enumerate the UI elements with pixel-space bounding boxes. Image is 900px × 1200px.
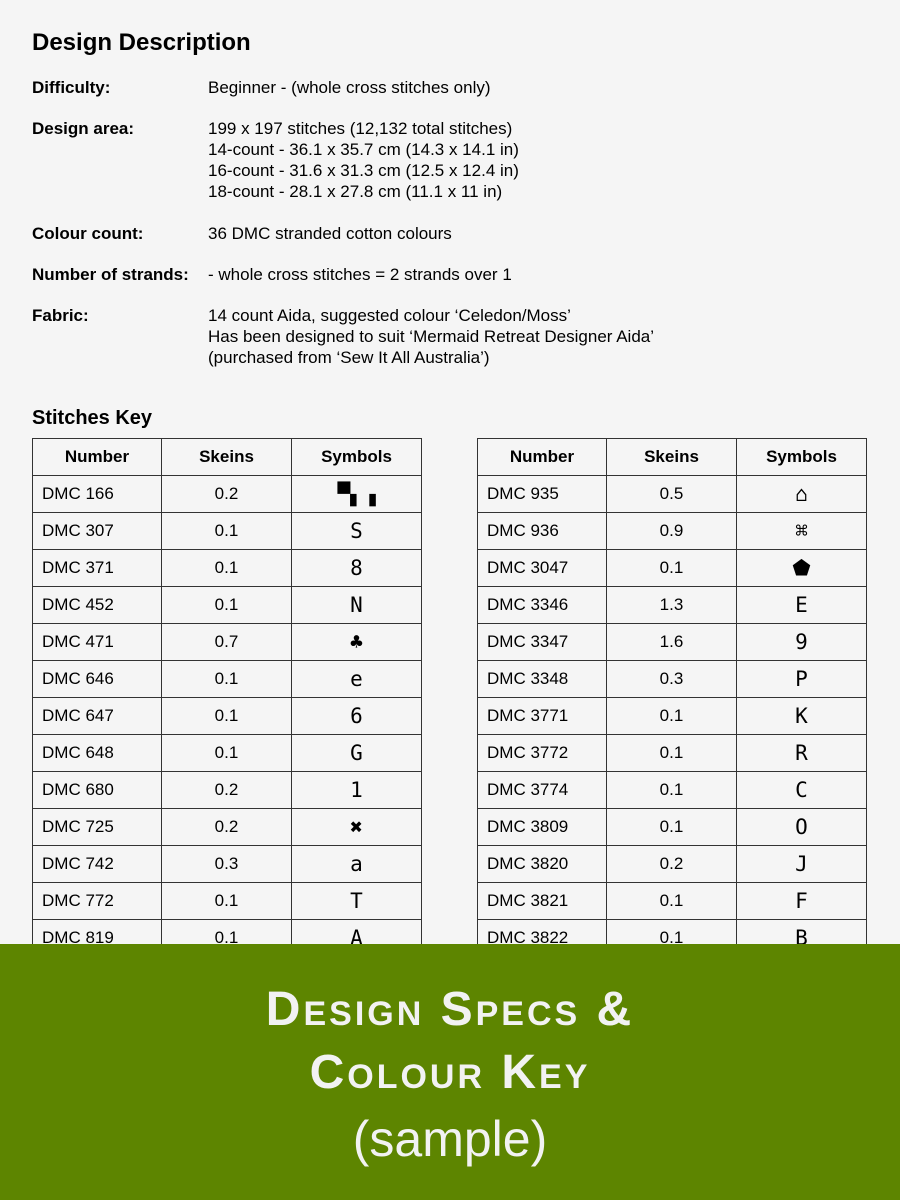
difficulty-value: Beginner - (whole cross stitches only)	[208, 78, 491, 97]
symbol-cell: E	[737, 587, 867, 624]
table-row	[478, 476, 867, 513]
symbol-cell: ⌘	[737, 513, 867, 550]
table-row	[33, 587, 422, 624]
dmc-number-cell: DMC 936	[478, 513, 607, 550]
symbol-cell: 8	[292, 550, 422, 587]
symbol-cell: R	[737, 735, 867, 772]
header-skeins: Skeins	[162, 439, 292, 476]
skeins-cell: 0.2	[162, 772, 292, 809]
fabric-line: 14 count Aida, suggested colour ‘Celedon/Moss’	[208, 306, 571, 325]
colour-count-value: 36 DMC stranded cotton colours	[208, 224, 452, 243]
design-area-line: 199 x 197 stitches (12,132 total stitches)	[208, 119, 513, 138]
symbol-cell: S	[292, 513, 422, 550]
design-area-value	[208, 118, 519, 202]
fabric-line: Has been designed to suit ‘Mermaid Retreat Designer Aida’	[208, 327, 655, 346]
skeins-cell: 0.1	[162, 698, 292, 735]
symbol-cell: ✖	[292, 809, 422, 846]
strands-value: - whole cross stitches = 2 strands over 1	[208, 265, 512, 284]
table-row	[33, 661, 422, 698]
symbol-cell: 9	[737, 624, 867, 661]
table-row	[33, 624, 422, 661]
header-skeins: Skeins	[607, 439, 737, 476]
stitches-key-table-left	[32, 438, 422, 944]
table-row	[478, 513, 867, 550]
table-row	[478, 624, 867, 661]
skeins-cell: 0.1	[607, 809, 737, 846]
symbol-cell: 6	[292, 698, 422, 735]
table-row	[33, 476, 422, 513]
dmc-number-cell: DMC 647	[33, 698, 162, 735]
table-row	[478, 846, 867, 883]
fabric-value	[208, 305, 654, 368]
skeins-cell: 0.1	[607, 920, 737, 945]
table-row	[478, 550, 867, 587]
symbol-cell: 1	[292, 772, 422, 809]
skeins-cell: 0.1	[162, 661, 292, 698]
symbol-cell: O	[737, 809, 867, 846]
table-header-row	[33, 439, 422, 476]
table-row	[33, 735, 422, 772]
dmc-number-cell: DMC 935	[478, 476, 607, 513]
table-row	[478, 587, 867, 624]
symbol-cell: ⌂	[737, 476, 867, 513]
table-row	[33, 809, 422, 846]
table-row	[33, 513, 422, 550]
colour-count-label: Colour count:	[32, 224, 144, 243]
difficulty-label: Difficulty:	[32, 78, 111, 97]
dmc-number-cell: DMC 725	[33, 809, 162, 846]
skeins-cell: 0.2	[162, 809, 292, 846]
design-area-label: Design area:	[32, 119, 135, 138]
stitches-key-title: Stitches Key	[32, 407, 153, 429]
skeins-cell: 0.3	[162, 846, 292, 883]
dmc-number-cell: DMC 3820	[478, 846, 607, 883]
dmc-number-cell: DMC 742	[33, 846, 162, 883]
dmc-number-cell: DMC 3809	[478, 809, 607, 846]
table-row	[33, 846, 422, 883]
skeins-cell: 0.7	[162, 624, 292, 661]
header-number: Number	[33, 439, 162, 476]
design-area-line: 16-count - 31.6 x 31.3 cm (12.5 x 12.4 in)	[208, 161, 519, 180]
table-row	[478, 809, 867, 846]
skeins-cell: 0.2	[607, 846, 737, 883]
symbol-cell: K	[737, 698, 867, 735]
table-row	[478, 883, 867, 920]
table-row	[478, 920, 867, 945]
design-area-line: 14-count - 36.1 x 35.7 cm (14.3 x 14.1 in)	[208, 140, 519, 159]
skeins-cell: 0.1	[162, 587, 292, 624]
banner-title-line-1: Design Specs &	[265, 983, 635, 1036]
dmc-number-cell: DMC 471	[33, 624, 162, 661]
dmc-number-cell: DMC 3346	[478, 587, 607, 624]
skeins-cell: 0.1	[607, 698, 737, 735]
dmc-number-cell: DMC 3821	[478, 883, 607, 920]
skeins-cell: 0.3	[607, 661, 737, 698]
table-row	[33, 772, 422, 809]
symbol-cell: F	[737, 883, 867, 920]
dmc-number-cell: DMC 3771	[478, 698, 607, 735]
skeins-cell: 0.1	[607, 772, 737, 809]
stitches-key-table-right	[477, 438, 867, 944]
table-row	[478, 698, 867, 735]
header-symbols: Symbols	[292, 439, 422, 476]
dmc-number-cell: DMC 648	[33, 735, 162, 772]
title-banner	[0, 944, 900, 1200]
page-title: Design Description	[32, 29, 251, 56]
table-row	[33, 883, 422, 920]
banner-subtitle: (sample)	[352, 1111, 548, 1167]
dmc-number-cell: DMC 307	[33, 513, 162, 550]
fabric-line: (purchased from ‘Sew It All Australia’)	[208, 348, 490, 367]
table-row	[33, 920, 422, 945]
table-row	[478, 661, 867, 698]
dmc-number-cell: DMC 819	[33, 920, 162, 945]
symbol-cell: ⬟	[737, 550, 867, 587]
symbol-cell: e	[292, 661, 422, 698]
skeins-cell: 0.1	[162, 550, 292, 587]
skeins-cell: 0.1	[162, 920, 292, 945]
skeins-cell: 0.1	[607, 550, 737, 587]
fabric-label: Fabric:	[32, 306, 89, 325]
dmc-number-cell: DMC 3774	[478, 772, 607, 809]
dmc-number-cell: DMC 452	[33, 587, 162, 624]
dmc-number-cell: DMC 3347	[478, 624, 607, 661]
table-row	[33, 550, 422, 587]
dmc-number-cell: DMC 646	[33, 661, 162, 698]
dmc-number-cell: DMC 680	[33, 772, 162, 809]
dmc-number-cell: DMC 3822	[478, 920, 607, 945]
skeins-cell: 0.1	[162, 735, 292, 772]
symbol-cell: B	[737, 920, 867, 945]
symbol-cell: T	[292, 883, 422, 920]
skeins-cell: 0.1	[607, 883, 737, 920]
dmc-number-cell: DMC 3047	[478, 550, 607, 587]
table-row	[33, 698, 422, 735]
table-row	[478, 772, 867, 809]
skeins-cell: 0.1	[162, 883, 292, 920]
skeins-cell: 0.9	[607, 513, 737, 550]
skeins-cell: 0.1	[607, 735, 737, 772]
skeins-cell: 0.1	[162, 513, 292, 550]
strands-label: Number of strands:	[32, 265, 189, 284]
symbol-cell: N	[292, 587, 422, 624]
skeins-cell: 0.5	[607, 476, 737, 513]
dmc-number-cell: DMC 371	[33, 550, 162, 587]
dmc-number-cell: DMC 3772	[478, 735, 607, 772]
symbol-cell: C	[737, 772, 867, 809]
header-number: Number	[478, 439, 607, 476]
table-header-row	[478, 439, 867, 476]
dmc-number-cell: DMC 772	[33, 883, 162, 920]
skeins-cell: 1.6	[607, 624, 737, 661]
skeins-cell: 0.2	[162, 476, 292, 513]
symbol-cell: G	[292, 735, 422, 772]
symbol-cell: a	[292, 846, 422, 883]
symbol-cell: P	[737, 661, 867, 698]
dmc-number-cell: DMC 3348	[478, 661, 607, 698]
table-row	[478, 735, 867, 772]
design-area-line: 18-count - 28.1 x 27.8 cm (11.1 x 11 in)	[208, 182, 503, 201]
symbol-cell: A	[292, 920, 422, 945]
symbol-cell: ▀▖▗	[292, 476, 422, 513]
dmc-number-cell: DMC 166	[33, 476, 162, 513]
skeins-cell: 1.3	[607, 587, 737, 624]
header-symbols: Symbols	[737, 439, 867, 476]
banner-title-line-2: Colour Key	[309, 1046, 591, 1099]
symbol-cell: ♣	[292, 624, 422, 661]
symbol-cell: J	[737, 846, 867, 883]
